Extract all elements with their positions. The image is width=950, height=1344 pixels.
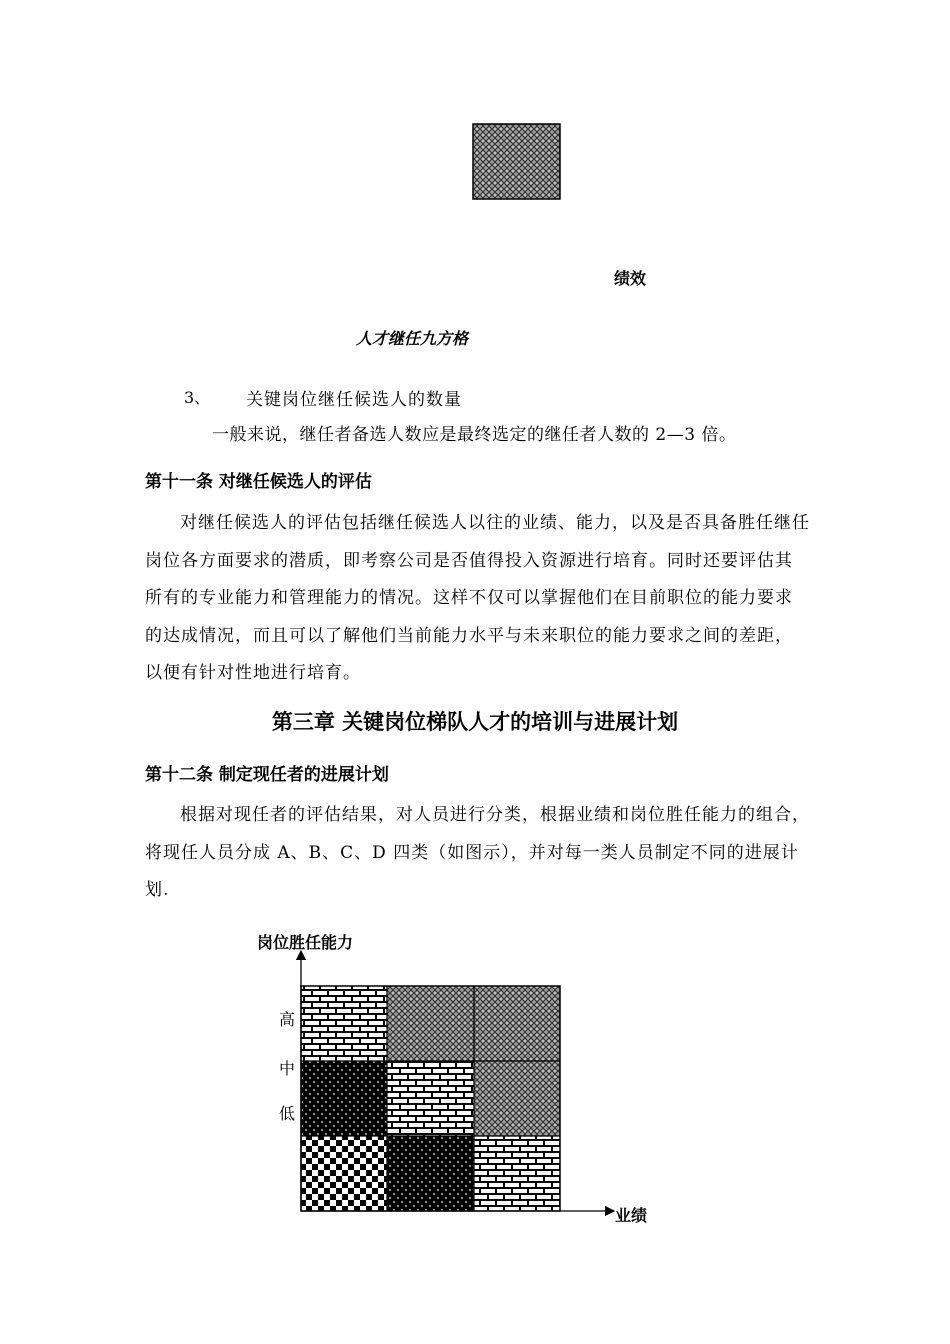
article12-body: 根据对现任者的评估结果，对人员进行分类，根据业绩和岗位胜任能力的组合，将现任人员分成 A、B、C、D 四类（如图示），并对每一类人员制定不同的进展计划. bbox=[145, 805, 810, 900]
grid-y-axis-label: 岗位胜任能力 bbox=[257, 933, 354, 952]
item3-number: 3、 bbox=[184, 388, 211, 407]
top-figure-axis-label: 绩效 bbox=[614, 269, 647, 288]
item3-title: 关键岗位继任候选人的数量 bbox=[246, 390, 462, 410]
chapter3-title: 第三章 关键岗位梯队人才的培训与进展计划 bbox=[271, 710, 679, 734]
top-figure-caption: 人才继任九方格 bbox=[356, 329, 469, 348]
item3-text: 一般来说，继任者备选人数应是最终选定的继任者人数的 2—3 倍。 bbox=[212, 425, 737, 445]
nine-box-grid bbox=[301, 986, 560, 1211]
grid-x-axis-label: 业绩 bbox=[615, 1206, 648, 1225]
article11-body: 对继任候选人的评估包括继任候选人以往的业绩、能力，以及是否具备胜任继任岗位各方面要求的潜质，即考察公司是否值得投入资源进行培育。同时还要评估其所有的专业能力和管理能力的情况。这样不仅可以掌握他们在目前职位的能力要求的达成情况，而且可以了解他们当前能力水平与未来职位的能力要求之间的差距，以便有针对性地进行培育。 bbox=[145, 513, 810, 683]
grid-level-mid: 中 bbox=[279, 1059, 296, 1078]
grid-level-low: 低 bbox=[279, 1104, 296, 1123]
grid-level-high: 高 bbox=[279, 1010, 296, 1029]
article12-title: 第十二条 制定现任者的进展计划 bbox=[145, 765, 389, 785]
article11-title: 第十一条 对继任候选人的评估 bbox=[145, 472, 372, 492]
